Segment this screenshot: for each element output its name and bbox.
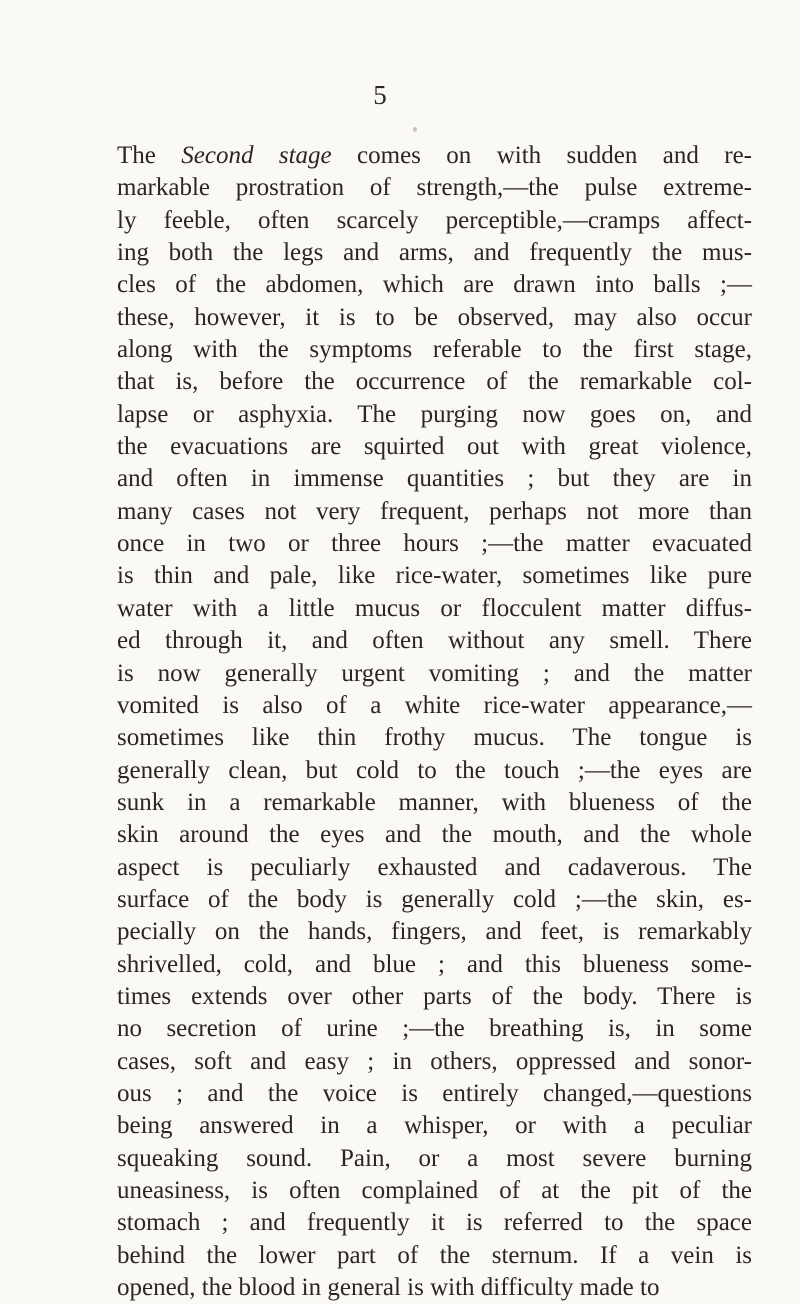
text-line: uneasiness, is often complained of at the pit of the <box>117 1177 752 1204</box>
body-paragraph <box>117 140 752 1304</box>
first-line-rest: comes on with sudden and re- <box>331 142 753 169</box>
text-line: is thin and pale, like rice-water, sometimes like pure <box>117 562 752 590</box>
text-line: the evacuations are squirted out with great violence, <box>117 433 752 461</box>
text-line: generally clean, but cold to the touch ;—the eyes are <box>117 756 752 784</box>
text-line: that is, before the occurrence of the remarkable col- <box>117 368 752 396</box>
page-number: 5 <box>373 80 387 110</box>
text-line: lapse or asphyxia. The purging now goes on, and <box>117 400 752 428</box>
text-line: opened, the blood in general is with difficulty made to <box>117 1274 660 1302</box>
text-line <box>117 140 752 172</box>
text-line: cles of the abdomen, which are drawn into balls ;— <box>117 271 752 299</box>
text-line: behind the lower part of the sternum. If a vein is <box>117 1241 752 1269</box>
text-line: sometimes like thin frothy mucus. The tongue is <box>117 724 752 752</box>
print-speck <box>413 127 417 132</box>
text-line: along with the symptoms referable to the first stage, <box>117 336 752 364</box>
text-line: is now generally urgent vomiting ; and the matter <box>117 659 752 687</box>
text-line: shrivelled, cold, and blue ; and this blueness some- <box>117 950 752 978</box>
first-line-lead: The <box>117 142 182 169</box>
text-line: surface of the body is generally cold ;—the skin, es- <box>117 885 752 913</box>
text-line: stomach ; and frequently it is referred to the space <box>117 1209 752 1237</box>
text-line: pecially on the hands, fingers, and feet, is remarkably <box>117 918 752 946</box>
text-line: ous ; and the voice is entirely changed,—questions <box>117 1079 752 1107</box>
text-line: ing both the legs and arms, and frequently the mus- <box>117 239 752 267</box>
text-line: squeaking sound. Pain, or a most severe burning <box>117 1144 752 1172</box>
text-line: ly feeble, often scarcely perceptible,—cramps affect- <box>117 206 752 234</box>
text-line: aspect is peculiarly exhausted and cadaverous. The <box>117 853 752 881</box>
text-line: these, however, it is to be observed, may also occur <box>117 303 752 331</box>
text-line: once in two or three hours ;—the matter evacuated <box>117 530 752 558</box>
text-line: sunk in a remarkable manner, with blueness of the <box>117 788 752 816</box>
text-line: markable prostration of strength,—the pulse extreme- <box>117 174 752 202</box>
text-line: many cases not very frequent, perhaps not more than <box>117 497 752 525</box>
text-line: cases, soft and easy ; in others, oppressed and sonor- <box>117 1047 752 1075</box>
text-line: times extends over other parts of the body. There is <box>117 982 752 1010</box>
text-line: being answered in a whisper, or with a peculiar <box>117 1112 752 1140</box>
text-line: skin around the eyes and the mouth, and the whole <box>117 821 752 849</box>
text-line: water with a little mucus or flocculent matter diffus- <box>117 594 752 622</box>
text-line: vomited is also of a white rice-water appearance,— <box>117 691 752 719</box>
emphasis-second-stage: Second stage <box>181 142 332 169</box>
text-line: no secretion of urine ;—the breathing is, in some <box>117 1015 752 1043</box>
text-line: and often in immense quantities ; but they are in <box>117 465 752 493</box>
text-line: ed through it, and often without any smell. There <box>117 627 752 655</box>
